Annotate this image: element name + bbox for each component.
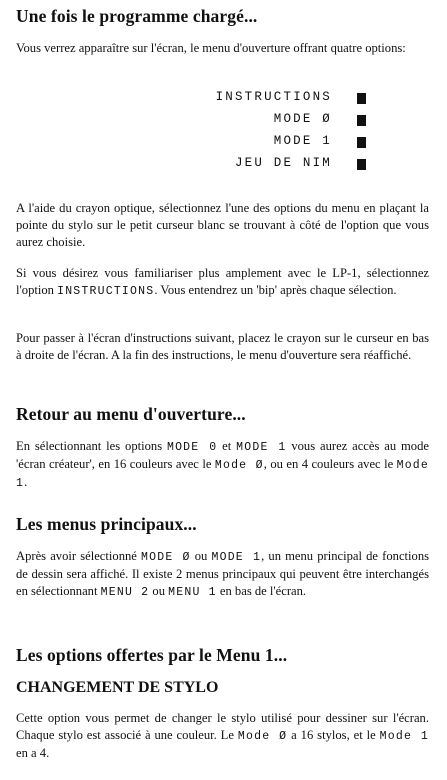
subsection-heading-changement-stylo: CHANGEMENT DE STYLO (16, 679, 219, 696)
paragraph-menu-intro: Vous verrez apparaître sur l'écran, le menu d'ouverture offrant quatre options: (16, 41, 406, 55)
menu-option-mode-0: MODE Ø (196, 112, 366, 134)
menu-option-mode-1: MODE 1 (196, 134, 366, 156)
cursor-square-icon (357, 115, 366, 126)
paragraph-ecran-instructions: Pour passer à l'écran d'instructions suivant, placez le crayon sur le curseur en bas à droite de l'écran. A la fin des instructions, le menu d'ouverture sera réaffiché. (16, 331, 429, 362)
paragraph-crayon-optique: A l'aide du crayon optique, sélectionnez l'une des options du menu en plaçant la pointe du stylo sur le petit curseur blanc se trouvant à côté de l'option que vous aurez choisie. (16, 201, 429, 249)
cursor-square-icon (357, 137, 366, 148)
cursor-square-icon (357, 159, 366, 170)
section-heading-retour-menu: Retour au menu d'ouverture... (16, 404, 246, 424)
menu-option-instructions: INSTRUCTIONS (196, 90, 366, 112)
section-heading-menus-principaux: Les menus principaux... (16, 514, 197, 534)
cursor-square-icon (357, 93, 366, 104)
paragraph-menus-principaux: Après avoir sélectionné MODE Ø ou MODE 1, un menu principal de fonctions de dessin sera affiché. Il existe 2 menus principaux qui peuvent être interchangés en sélectionnant MENU 2 ou MENU 1 en bas de l'écran. (16, 549, 430, 599)
paragraph-mode-selection: En sélectionnant les options MODE 0 et MODE 1 vous aurez accès au mode 'écran créateur', en 16 couleurs avec le Mode Ø, ou en 4 couleurs avec le Mode 1. (16, 439, 430, 490)
paragraph-familiariser: Si vous désirez vous familiariser plus amplement avec le LP-1, sélectionnez l'option INSTRUCTIONS. Vous entendrez un 'bip' après chaque sélection. (16, 266, 429, 298)
section-heading-programme-charge: Une fois le programme chargé... (16, 6, 258, 26)
section-heading-options-menu-1: Les options offertes par le Menu 1... (16, 645, 288, 665)
opening-menu-list (196, 90, 366, 178)
paragraph-changement-stylo: Cette option vous permet de changer le stylo utilisé pour dessiner sur l'écran. Chaque stylo est associé à une couleur. Le Mode Ø a 16 stylos, et le Mode 1 en a 4. (16, 711, 430, 760)
menu-option-jeu-de-nim: JEU DE NIM (196, 156, 366, 178)
